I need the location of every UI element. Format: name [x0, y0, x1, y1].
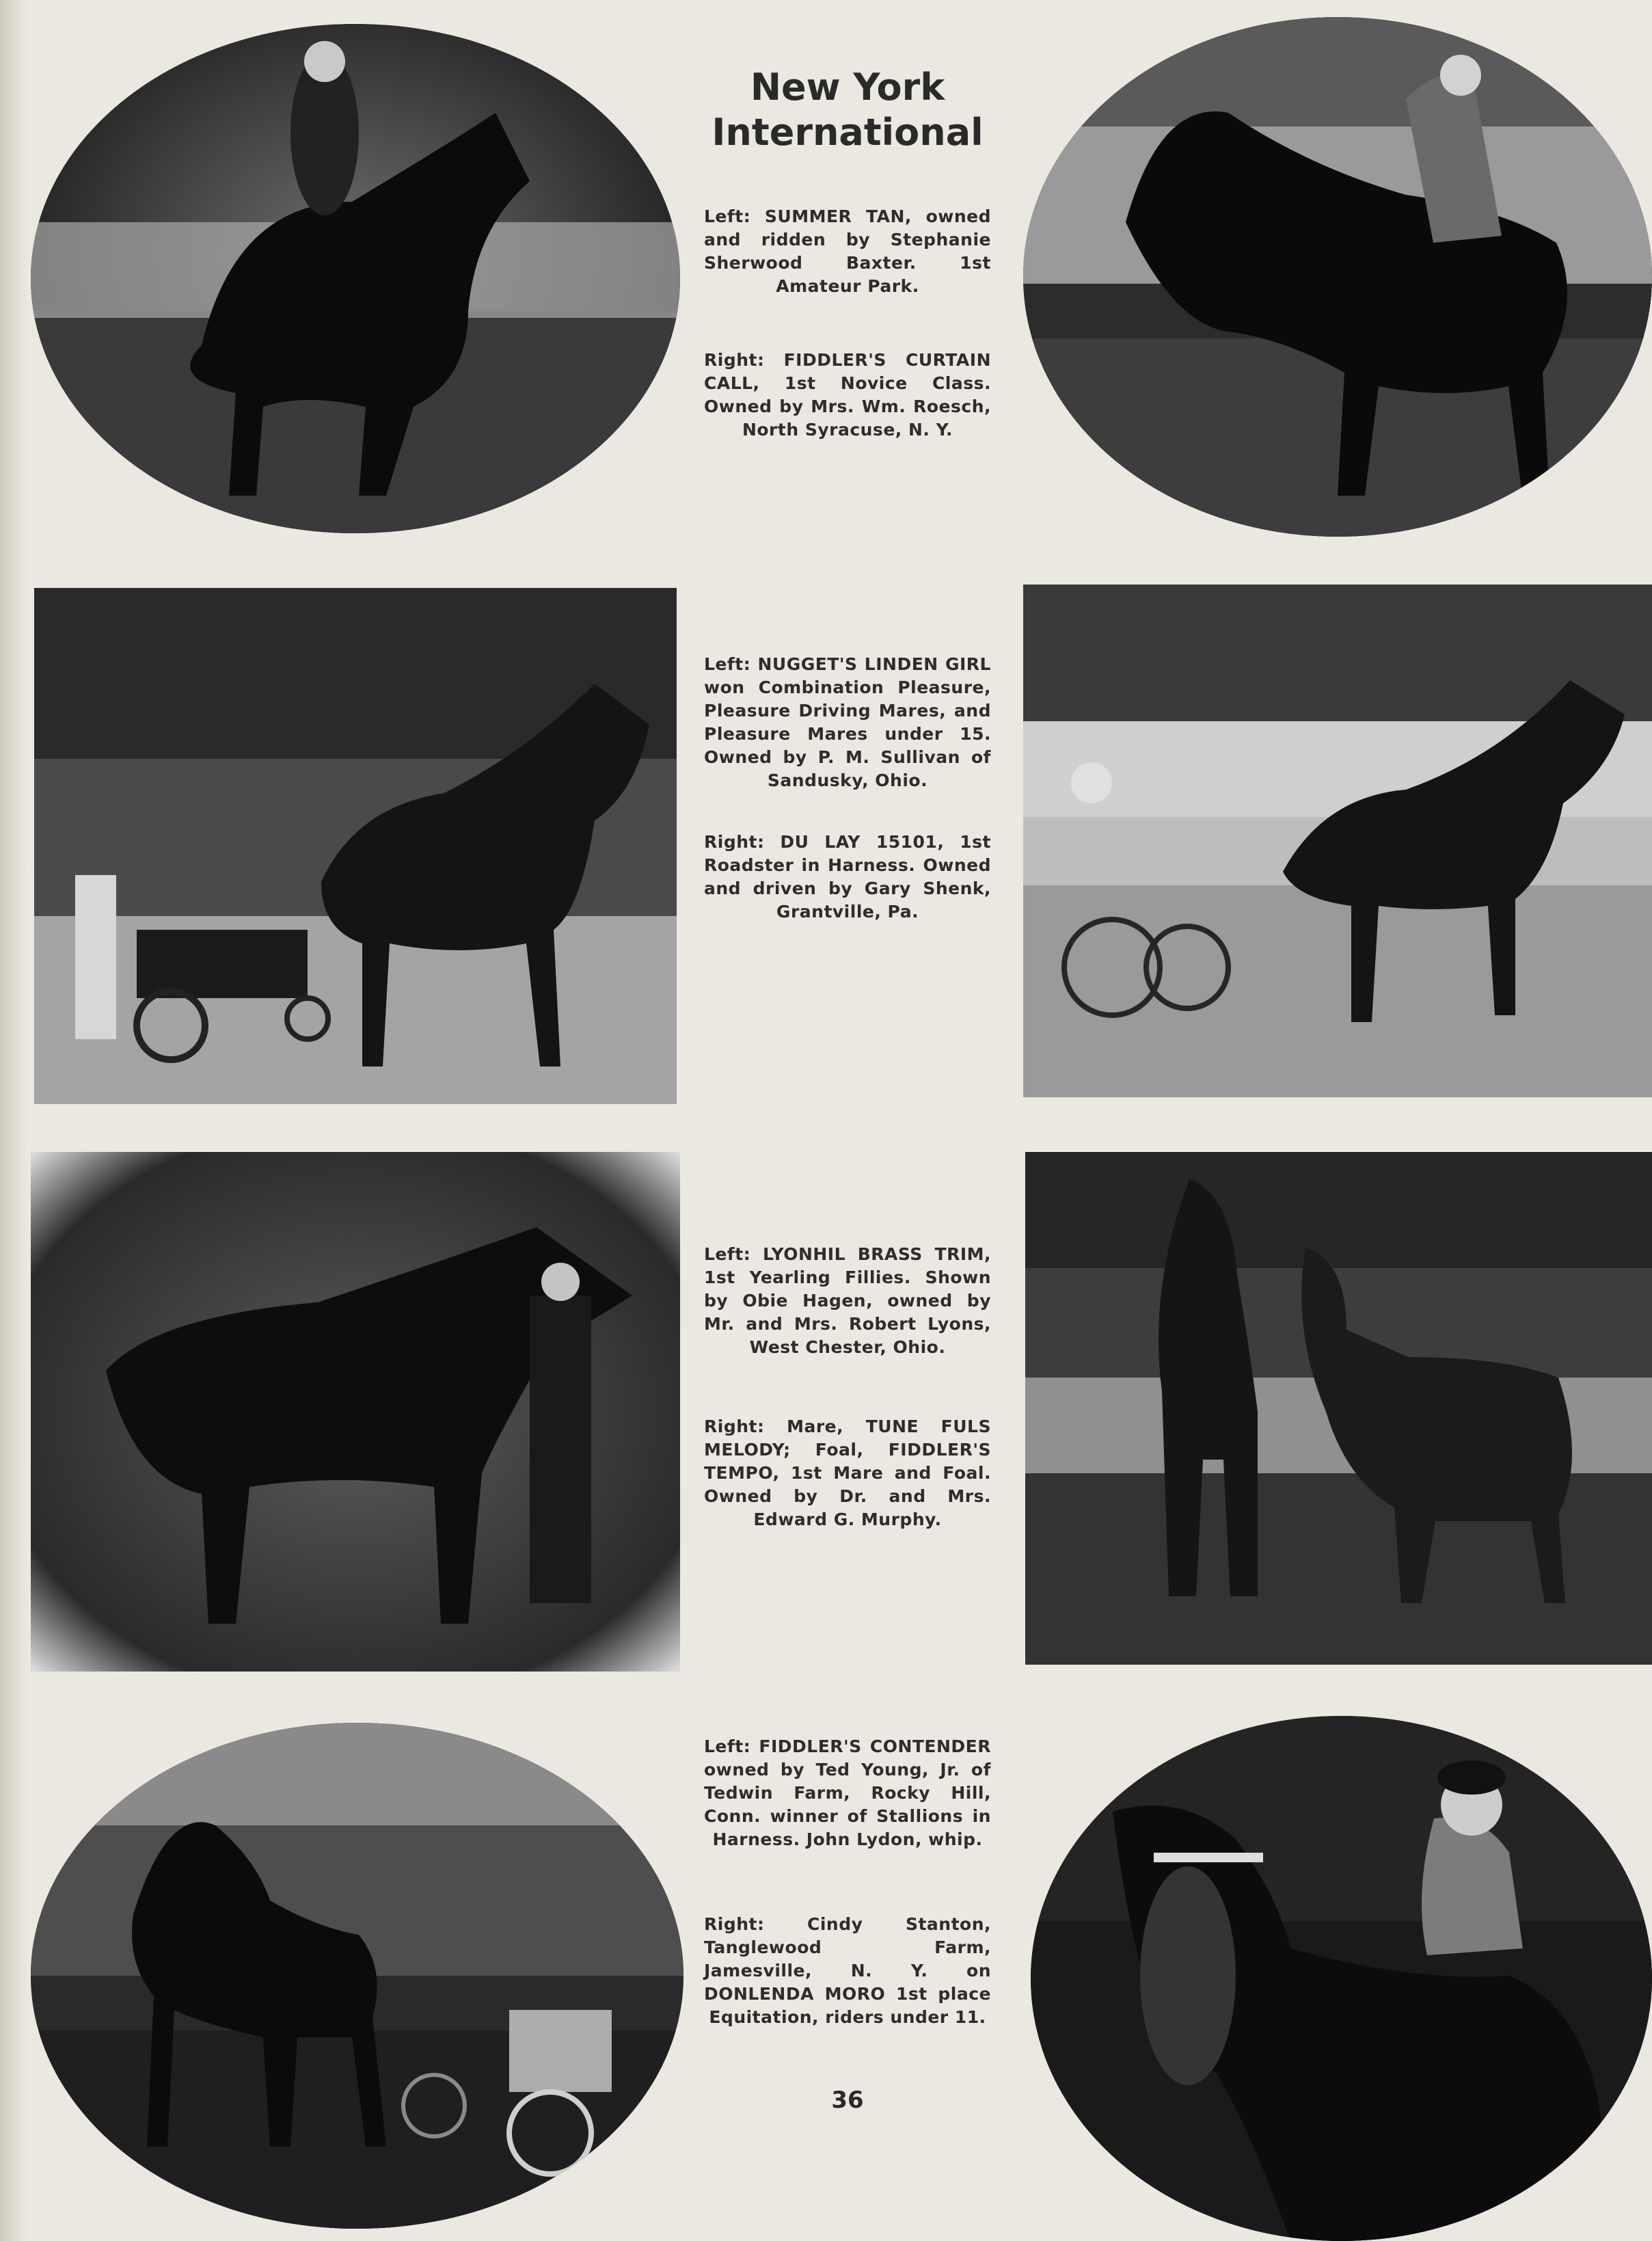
caption-tune-fuls-melody: Right: Mare, TUNE FULS MELODY; Foal, FIDDLER'S TEMPO, 1st Mare and Foal. Owned by Dr. and Mrs. Edward G. Murphy. — [704, 1417, 991, 1529]
photo-nuggets-linden-girl — [34, 588, 677, 1104]
caption-fiddlers-contender: Left: FIDDLER'S CONTENDER owned by Ted Young, Jr. of Tedwin Farm, Rocky Hill, Conn. winner of Stallions in Harness. John Lydon, whip. — [704, 1736, 991, 1849]
photo-donlenda-moro — [1031, 1716, 1652, 2241]
photo-summer-tan — [31, 24, 680, 533]
title-line-1: New York — [750, 66, 945, 109]
caption-donlenda-moro: Right: Cindy Stanton, Tanglewood Farm, Jamesville, N. Y. on DONLENDA MORO 1st place Equitation, riders under 11. — [704, 1914, 991, 2027]
title-line-2: International — [712, 111, 984, 154]
photo-tune-fuls-melody — [1025, 1152, 1652, 1665]
photo-fiddlers-curtain-call — [1023, 17, 1652, 537]
page-number: 36 — [831, 2086, 864, 2114]
caption-fiddlers-curtain-call: Right: FIDDLER'S CURTAIN CALL, 1st Novice Class. Owned by Mrs. Wm. Roesch, North Syracuse, N. Y. — [704, 350, 991, 440]
photo-du-lay — [1023, 585, 1652, 1097]
photo-fiddlers-contender — [31, 1723, 683, 2229]
photo-lyonhil-brass-trim — [31, 1152, 680, 1672]
caption-du-lay: Right: DU LAY 15101, 1st Roadster in Harness. Owned and driven by Gary Shenk, Grantville, Pa. — [704, 832, 991, 922]
caption-nuggets-linden-girl: Left: NUGGET'S LINDEN GIRL won Combination Pleasure, Pleasure Driving Mares, and Pleasure Mares under 15. Owned by P. M. Sullivan of Sandusky, Ohio. — [704, 654, 991, 790]
caption-summer-tan: Left: SUMMER TAN, owned and ridden by Stephanie Sherwood Baxter. 1st Amateur Park. — [704, 206, 991, 296]
page-title — [690, 65, 1005, 155]
caption-lyonhil-brass-trim: Left: LYONHIL BRASS TRIM, 1st Yearling Fillies. Shown by Obie Hagen, owned by Mr. and Mrs. Robert Lyons, West Chester, Ohio. — [704, 1244, 991, 1357]
page-edge-shadow — [0, 0, 27, 2241]
